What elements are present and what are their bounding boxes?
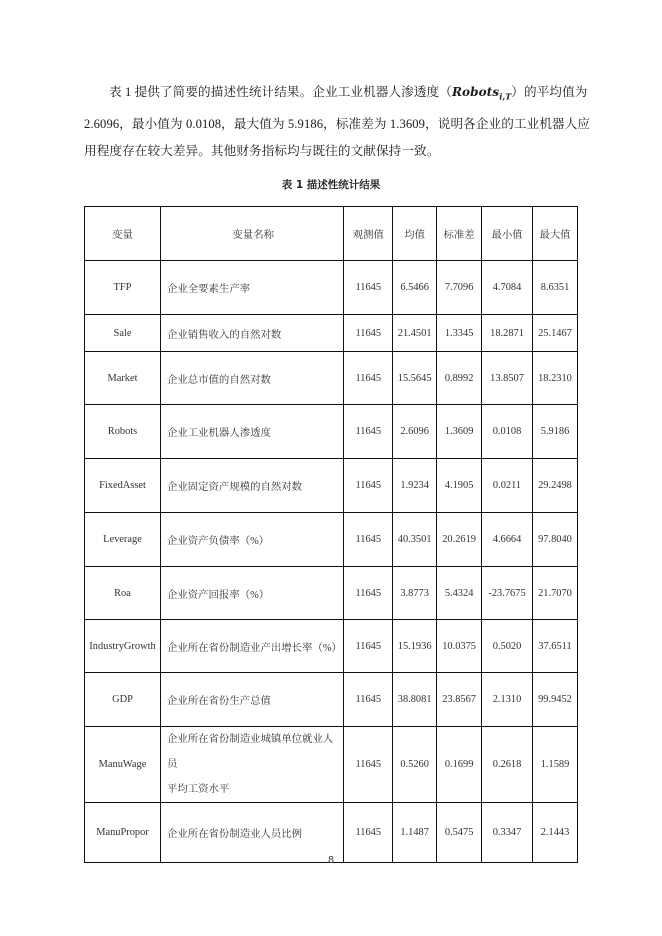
cell-min: 0.3347 (482, 803, 533, 863)
cell-sd: 20.2619 (437, 513, 482, 567)
table-row (85, 352, 578, 405)
cell-max: 18.2310 (532, 352, 577, 405)
cell-max: 8.6351 (532, 261, 577, 315)
header-max: 最大值 (532, 207, 577, 261)
cell-var: Roa (85, 567, 161, 620)
cell-mean: 3.8773 (393, 567, 437, 620)
cell-name: 企业所在省份制造业产出增长率（%） (160, 620, 343, 673)
cell-max: 97.8040 (532, 513, 577, 567)
cell-min: 2.1310 (482, 673, 533, 727)
cell-name: 企业固定资产规模的自然对数 (160, 459, 343, 513)
cell-sd: 4.1905 (437, 459, 482, 513)
table-header-row (85, 207, 578, 261)
cell-var: FixedAsset (85, 459, 161, 513)
cell-mean: 40.3501 (393, 513, 437, 567)
cell-min: 0.0108 (482, 405, 533, 459)
cell-name-line2: 平均工资水平 (166, 784, 230, 795)
cell-n: 11645 (344, 405, 393, 459)
cell-var: Sale (85, 315, 161, 352)
cell-var: Market (85, 352, 161, 405)
robots-symbol-base: Robots (451, 85, 500, 99)
body-paragraph (84, 79, 594, 166)
cell-min: 13.8507 (482, 352, 533, 405)
cell-n: 11645 (344, 459, 393, 513)
table-row (85, 405, 578, 459)
cell-n: 11645 (344, 567, 393, 620)
table-row (85, 567, 578, 620)
cell-n: 11645 (344, 261, 393, 315)
cell-name: 企业总市值的自然对数 (160, 352, 343, 405)
cell-name: 企业销售收入的自然对数 (160, 315, 343, 352)
cell-sd: 10.0375 (437, 620, 482, 673)
cell-mean: 0.5260 (393, 727, 437, 803)
cell-max: 2.1443 (532, 803, 577, 863)
table-row (85, 261, 578, 315)
cell-var: Leverage (85, 513, 161, 567)
header-std-dev: 标准差 (437, 207, 482, 261)
cell-mean: 1.1487 (393, 803, 437, 863)
cell-var: Robots (85, 405, 161, 459)
cell-n: 11645 (344, 315, 393, 352)
cell-n: 11645 (344, 620, 393, 673)
cell-max: 99.9452 (532, 673, 577, 727)
cell-max: 5.9186 (532, 405, 577, 459)
cell-name (160, 727, 343, 803)
cell-sd: 7.7096 (437, 261, 482, 315)
table-row (85, 513, 578, 567)
cell-mean: 2.6096 (393, 405, 437, 459)
cell-name: 企业工业机器人渗透度 (160, 405, 343, 459)
cell-mean: 15.5645 (393, 352, 437, 405)
cell-min: 0.5020 (482, 620, 533, 673)
header-variable-name: 变量名称 (160, 207, 343, 261)
cell-min: 18.2871 (482, 315, 533, 352)
cell-max: 37.6511 (532, 620, 577, 673)
robots-symbol (451, 85, 512, 102)
cell-max: 21.7070 (532, 567, 577, 620)
cell-min: 0.0211 (482, 459, 533, 513)
cell-sd: 0.8992 (437, 352, 482, 405)
cell-mean: 21.4501 (393, 315, 437, 352)
header-min: 最小值 (482, 207, 533, 261)
cell-sd: 0.1699 (437, 727, 482, 803)
table-caption: 表 1 描述性统计结果 (281, 179, 381, 191)
cell-sd: 0.5475 (437, 803, 482, 863)
table-row (85, 727, 578, 803)
table-row (85, 673, 578, 727)
cell-name: 企业全要素生产率 (160, 261, 343, 315)
table-row (85, 315, 578, 352)
cell-name: 企业资产回报率（%） (160, 567, 343, 620)
cell-var: TFP (85, 261, 161, 315)
cell-max: 1.1589 (532, 727, 577, 803)
cell-n: 11645 (344, 727, 393, 803)
cell-min: 4.7084 (482, 261, 533, 315)
cell-var: GDP (85, 673, 161, 727)
cell-mean: 15.1936 (393, 620, 437, 673)
cell-name: 企业所在省份制造业人员比例 (160, 803, 343, 863)
cell-n: 11645 (344, 352, 393, 405)
cell-n: 11645 (344, 513, 393, 567)
cell-max: 29.2498 (532, 459, 577, 513)
paragraph-text-pre: 表 1 提供了简要的描述性统计结果。企业工业机器人渗透度（ (109, 85, 452, 99)
table-row (85, 620, 578, 673)
cell-n: 11645 (344, 673, 393, 727)
robots-symbol-subscript: i,T (499, 91, 512, 102)
cell-mean: 1.9234 (393, 459, 437, 513)
cell-sd: 5.4324 (437, 567, 482, 620)
cell-var: IndustryGrowth (85, 620, 161, 673)
cell-name-line1: 企业所在省份制造业城镇单位就业人员 (166, 734, 334, 770)
page-number: 8 (327, 855, 335, 866)
descriptive-stats-table (84, 206, 578, 863)
cell-min: 0.2618 (482, 727, 533, 803)
cell-mean: 38.8081 (393, 673, 437, 727)
header-observations: 观测值 (344, 207, 393, 261)
table-row (85, 803, 578, 863)
cell-sd: 23.8567 (437, 673, 482, 727)
paragraph-text-post: ）的平均值为 2.6096，最小值为 0.0108，最大值为 5.9186，标准差为 1.3609，说明各企业的工业机器人应用程度存在较大差异。其他财务指标均与既往的文献保持一致。 (84, 85, 591, 159)
cell-min: -23.7675 (482, 567, 533, 620)
cell-name: 企业资产负债率（%） (160, 513, 343, 567)
cell-var: ManuWage (85, 727, 161, 803)
cell-mean: 6.5466 (393, 261, 437, 315)
cell-max: 25.1467 (532, 315, 577, 352)
cell-n: 11645 (344, 803, 393, 863)
cell-sd: 1.3609 (437, 405, 482, 459)
cell-min: 4.6664 (482, 513, 533, 567)
header-mean: 均值 (393, 207, 437, 261)
cell-name: 企业所在省份生产总值 (160, 673, 343, 727)
cell-var: ManuPropor (85, 803, 161, 863)
header-variable: 变量 (85, 207, 161, 261)
table-row (85, 459, 578, 513)
cell-sd: 1.3345 (437, 315, 482, 352)
